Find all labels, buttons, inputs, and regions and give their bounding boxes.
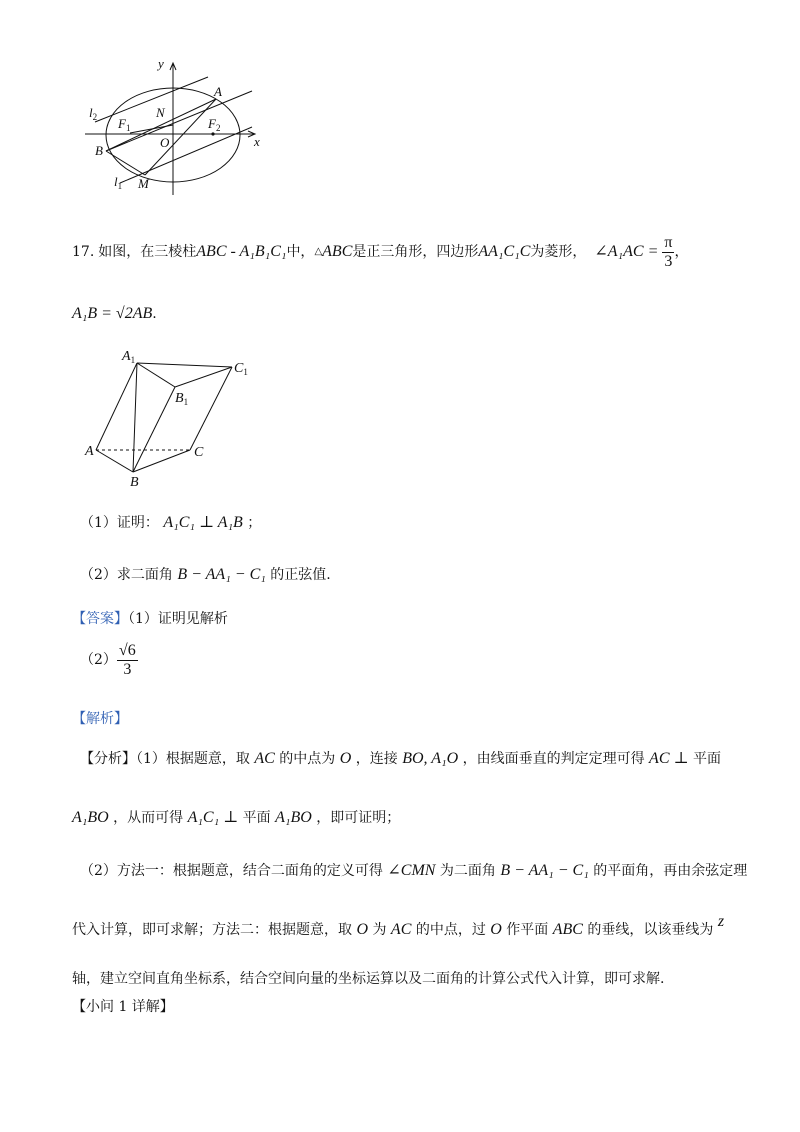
edge-a-b (96, 450, 133, 472)
q17-text-1: 如图，在三棱柱 (98, 244, 197, 260)
edge-a1-b1 (137, 363, 175, 387)
label-a1: $A_1$ (122, 349, 136, 365)
label-a: A (85, 444, 94, 459)
analysis-2c: ，即可证明； (316, 810, 401, 826)
analysis-4b: 为 (372, 922, 387, 938)
q17-text-3: 是正三角形，四边形 (352, 244, 479, 260)
label-b: B (95, 143, 103, 158)
part-1-expr: A₁C₁ ⊥ A₁B (163, 514, 243, 531)
pi-denominator: 3 (664, 252, 673, 270)
analysis-4-ac: AC (390, 921, 412, 938)
analysis-line-4 (72, 913, 725, 940)
edge-b-c (133, 450, 190, 472)
analysis-4e: 的垂线，以该垂线为 (587, 922, 714, 938)
prism-figure (82, 345, 257, 490)
ellipse-figure (80, 55, 280, 200)
q17-quad: AA₁C₁C (478, 243, 531, 260)
point-f2 (211, 132, 214, 135)
answer-2-label: （2） (80, 652, 117, 668)
analysis-4a: 代入计算，即可求解；方法二：根据题意，取 (72, 922, 352, 938)
answer-2-denominator: 3 (123, 660, 132, 678)
answer-1: （1）证明见解析 (128, 611, 228, 627)
label-c1: $C_1$ (234, 361, 248, 377)
analysis-2b: 平面 (242, 810, 271, 826)
q17-triangle: ABC (322, 243, 353, 260)
label-m: M (138, 176, 149, 191)
label-b: B (130, 475, 139, 490)
q17-text-4: 为菱形， (530, 244, 587, 260)
answer-2-numerator: √6 (118, 641, 136, 659)
analysis-line-1 (80, 749, 721, 769)
label-l2: $l_2$ (89, 105, 98, 122)
part-2 (80, 565, 331, 585)
part-1-label: （1）证明： (80, 515, 159, 531)
sub-question-1-tag: 【小问 1 详解】 (72, 999, 174, 1015)
label-o: O (160, 135, 170, 150)
question-17-line1 (72, 234, 688, 270)
analysis-1c: ，连接 (355, 751, 398, 767)
label-x: x (254, 134, 260, 149)
pi-numerator: π (664, 233, 673, 251)
analysis-3b: 为二面角 (439, 863, 496, 879)
edge-a1-c1 (137, 363, 232, 367)
analysis-3-expr: B − AA₁ − C₁ (500, 862, 589, 879)
analysis-4c: 的中点，过 (415, 922, 486, 938)
label-a: A (214, 84, 222, 99)
question-17-line2 (72, 304, 157, 324)
label-l1: $l_1$ (114, 174, 123, 191)
q17-condition: A₁B = √2AB (72, 305, 153, 322)
edge-a1-b (133, 363, 137, 472)
analysis-1-ac: AC (254, 750, 275, 767)
analysis-1e: 平面 (693, 751, 721, 767)
analysis-1-perp: AC ⊥ (649, 750, 689, 767)
answer-line-2 (80, 638, 138, 682)
edge-b1-b (133, 387, 175, 472)
analysis-2-plane: A₁BO (72, 809, 109, 826)
analysis-4-o: O (356, 921, 369, 938)
analysis-4-z: z (717, 913, 725, 930)
analysis-2-plane2: A₁BO (275, 809, 312, 826)
part-2-label: （2）求二面角 (80, 567, 173, 583)
analysis-1-o: O (339, 750, 352, 767)
label-f2: $F_2$ (208, 116, 221, 133)
q17-angle: ∠A₁AC = (594, 243, 659, 260)
segment-bm (106, 151, 145, 175)
line-l2 (95, 77, 208, 122)
q17-period: . (152, 306, 157, 322)
analysis-3c: 的平面角，再由余弦定理 (593, 863, 748, 879)
answer-line-1 (72, 609, 228, 629)
analysis-4d: 作平面 (506, 922, 549, 938)
part-2-expr: B − AA₁ − C₁ (177, 566, 266, 583)
pi-over-3 (662, 234, 674, 271)
analysis-3-angle: ∠CMN (387, 862, 436, 879)
question-number: 17. (72, 244, 95, 260)
analysis-1b: 的中点为 (279, 751, 336, 767)
analysis-1-bo: BO, A₁O (402, 750, 459, 767)
analysis-2a: ，从而可得 (113, 810, 184, 826)
analysis-3a: （2）方法一：根据题意，结合二面角的定义可得 (80, 863, 383, 879)
analysis-tag: 【解析】 (72, 711, 128, 727)
analysis-4-o2: O (490, 921, 502, 938)
label-y: y (158, 56, 164, 71)
analysis-1a: 【分析】（1）根据题意，取 (80, 751, 250, 767)
triangle-symbol: △ (314, 246, 323, 257)
label-c: C (194, 445, 204, 460)
q17-comma: ， (674, 244, 689, 260)
analysis-1d: ，由线面垂直的判定定理可得 (462, 751, 645, 767)
analysis-2-expr: A₁C₁ ⊥ (187, 809, 239, 826)
analysis-line-5: 轴，建立空间直角坐标系，结合空间向量的坐标运算以及二面角的计算公式代入计算，即可求解. (72, 971, 665, 987)
q17-text-2: 中， (286, 244, 315, 260)
analysis-line-3 (80, 861, 747, 881)
part-2-end: 的正弦值. (270, 567, 331, 583)
label-n: N (156, 105, 165, 120)
q17-prism: ABC - A₁B₁C₁ (196, 243, 287, 260)
answer-2-fraction (117, 642, 138, 679)
part-1-end: ； (247, 515, 262, 531)
analysis-line-2 (72, 808, 400, 828)
edge-a1-a (96, 363, 137, 450)
answer-tag: 【答案】 (72, 611, 128, 627)
label-f1: $F_1$ (118, 116, 131, 133)
part-1 (80, 513, 261, 533)
label-b1: $B_1$ (175, 391, 189, 407)
analysis-4-abc: ABC (552, 921, 583, 938)
